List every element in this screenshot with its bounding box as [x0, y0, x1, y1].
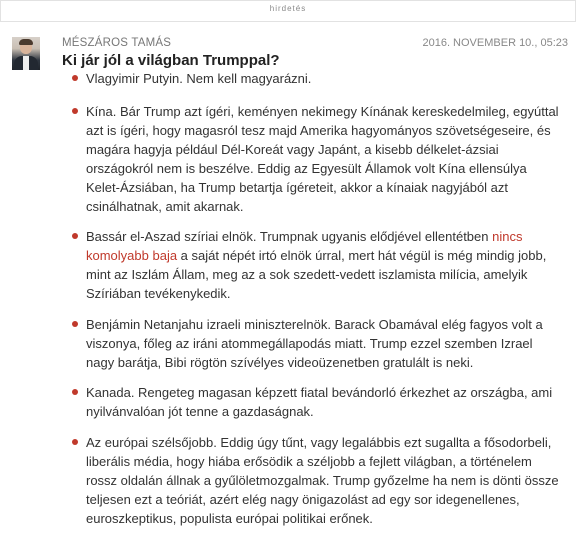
author-name: MÉSZÁROS TAMÁS: [62, 37, 172, 49]
author-avatar[interactable]: [12, 37, 40, 70]
bullet-icon: [72, 75, 78, 81]
list-item: [72, 102, 562, 216]
list-item: [72, 227, 562, 303]
post-timestamp: 2016. NOVEMBER 10., 05:23: [422, 37, 568, 49]
ad-label: hirdetés: [269, 4, 307, 13]
list-item-text: Benjámin Netanjahu izraeli miniszterelnök. Barack Obamával elég fagyos volt a viszonya, főleg az iráni atommegállapodás miatt. Trump ezzel szemben Izrael nagy barátja, Bibi rögtön szívélyes videoüzenetben gratulált is neki.: [86, 317, 543, 370]
list-item-text-after: a saját népét irtó elnök úrral, mert hát végül is még mindig jobb, mint az Iszlám Állam, meg az a sok szedett-vedett iszlamista milícia, amelyik Szíriában tevékenykedik.: [86, 248, 547, 301]
bullet-icon: [72, 233, 78, 239]
list-item-text: Vlagyimir Putyin. Nem kell magyarázni.: [86, 71, 312, 86]
list-item: [72, 383, 562, 421]
bullet-icon: [72, 439, 78, 445]
ad-banner: [0, 0, 576, 22]
list-item: [72, 69, 311, 88]
bullet-icon: [72, 321, 78, 327]
list-item-text: Kína. Bár Trump azt ígéri, keményen nekimegy Kínának kereskedelmileg, egyúttal azt is ígéri, hogy magasról tesz majd Amerika hagyományos szövetségeseire, és magára hagyja például Dél-Koreát vagy Japánt, a kisebb délkelet-ázsiai országokról nem is beszélve. Eddig az Egyesült Államok volt Kína ellensúlya Kelet-Ázsiában, ha Trump betartja ígéreteit, akkor a kínaiak nagyjából azt csinálhatnak, amit akarnak.: [86, 104, 559, 214]
bullet-icon: [72, 108, 78, 114]
list-item: [72, 315, 562, 372]
list-item: [72, 433, 562, 528]
list-item-text-before: Bassár el-Aszad szíriai elnök. Trumpnak ugyanis elődjével ellentétben: [86, 229, 493, 244]
list-item-text: Az európai szélsőjobb. Eddig úgy tűnt, vagy legalábbis ezt sugallta a fősodorbeli, liberális média, hogy hiába erősödik a széljobb a fejlett világban, a történelem rossz oldalán állnak a gyűlöletmozgalmak. Trump győzelme ha nem is dönti össze teljesen ezt a teóriát, azért elég nagy önigazolást ad egy sor idegenellenes, euroszkeptikus, populista európai politikai erőnek.: [86, 435, 559, 526]
inline-link[interactable]: nincs komolyabb baja: [86, 229, 523, 263]
bullet-icon: [72, 389, 78, 395]
post-title: Ki jár jól a világban Trumppal?: [62, 52, 280, 69]
list-item-text: Kanada. Rengeteg magasan képzett fiatal bevándorló érkezhet az országba, ami nyilvánvalóan jót tenne a gazdaságnak.: [86, 385, 553, 419]
